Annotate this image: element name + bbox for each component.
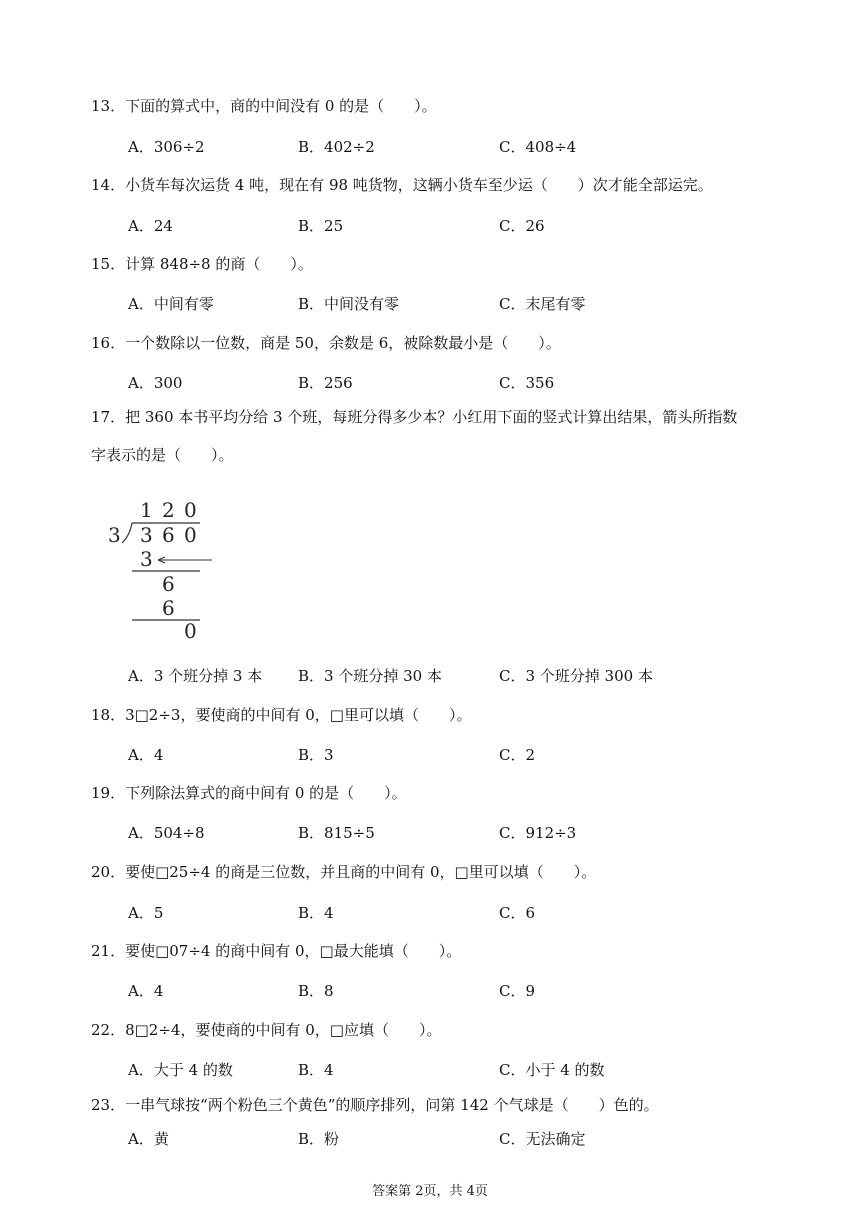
step-product: 3 — [140, 547, 153, 571]
question-17-line-2: 字表示的是（ ）。 — [91, 446, 234, 464]
question-number: 20． — [91, 863, 126, 881]
option-a[interactable]: A．黄 — [128, 1130, 169, 1148]
option-c[interactable]: C．356 — [499, 374, 555, 392]
option-b[interactable]: B．8 — [298, 982, 334, 1000]
question-number: 21． — [91, 942, 126, 960]
option-b[interactable]: B．815÷5 — [298, 824, 375, 842]
question-text: 要使□07÷4 的商中间有 0，□最大能填（ ）。 — [125, 942, 462, 960]
final-remainder: 0 — [184, 619, 197, 643]
question-17 — [91, 406, 737, 427]
question-14 — [91, 174, 713, 195]
option-c[interactable]: C．6 — [499, 904, 536, 922]
option-c[interactable]: C．26 — [499, 217, 545, 235]
option-c[interactable]: C．912÷3 — [499, 824, 577, 842]
question-20 — [91, 861, 596, 882]
dividend-digit: 6 — [162, 523, 175, 547]
option-c[interactable]: C．408÷4 — [499, 138, 577, 156]
option-a[interactable]: A．4 — [128, 982, 164, 1000]
question-text: 一个数除以一位数，商是 50，余数是 6，被除数最小是（ ）。 — [125, 334, 561, 352]
option-c[interactable]: C．无法确定 — [499, 1130, 586, 1148]
option-a[interactable]: A．4 — [128, 746, 164, 764]
option-a[interactable]: A．中间有零 — [128, 295, 214, 313]
option-a[interactable]: A．504÷8 — [128, 824, 205, 842]
option-b[interactable]: B．4 — [298, 1061, 334, 1079]
quotient-digit: 2 — [162, 498, 175, 522]
question-16 — [91, 332, 561, 353]
question-text: 下列除法算式的商中间有 0 的是（ ）。 — [125, 784, 407, 802]
division-bracket — [122, 523, 132, 543]
step-remainder: 6 — [162, 572, 175, 596]
option-b[interactable]: B．3 个班分掉 30 本 — [298, 667, 442, 685]
question-number: 15． — [91, 255, 126, 273]
option-b[interactable]: B．中间没有零 — [298, 295, 400, 313]
dividend-digit: 3 — [140, 523, 153, 547]
question-number: 13． — [91, 97, 126, 115]
question-13 — [91, 95, 437, 116]
question-text: 计算 848÷8 的商（ ）。 — [125, 255, 313, 273]
option-b[interactable]: B．粉 — [298, 1130, 340, 1148]
option-a[interactable]: A．24 — [128, 217, 173, 235]
question-number: 16． — [91, 334, 126, 352]
question-number: 23． — [91, 1096, 126, 1114]
question-19 — [91, 782, 407, 803]
question-text: 一串气球按“两个粉色三个黄色”的顺序排列，问第 142 个气球是（ ）色的。 — [125, 1096, 659, 1114]
question-number: 19． — [91, 784, 126, 802]
question-18 — [91, 704, 471, 725]
dividend-digit: 0 — [184, 523, 197, 547]
question-text: 3□2÷3，要使商的中间有 0，□里可以填（ ）。 — [125, 706, 472, 724]
question-number: 17． — [91, 408, 126, 426]
question-text: 小货车每次运货 4 吨，现在有 98 吨货物，这辆小货车至少运（ ）次才能全部运完。 — [125, 176, 713, 194]
option-a[interactable]: A．大于 4 的数 — [128, 1061, 233, 1079]
quotient-digit: 1 — [140, 498, 153, 522]
option-b[interactable]: B．402÷2 — [298, 138, 375, 156]
divisor: 3 — [108, 523, 121, 547]
option-b[interactable]: B．3 — [298, 746, 334, 764]
question-number: 22． — [91, 1021, 126, 1039]
option-c[interactable]: C．2 — [499, 746, 536, 764]
question-23 — [91, 1094, 659, 1115]
question-number: 14． — [91, 176, 126, 194]
question-text: 8□2÷4，要使商的中间有 0，□应填（ ）。 — [125, 1021, 442, 1039]
question-text: 要使□25÷4 的商是三位数，并且商的中间有 0，□里可以填（ ）。 — [125, 863, 597, 881]
option-a[interactable]: A．5 — [128, 904, 164, 922]
question-number: 18． — [91, 706, 126, 724]
option-c[interactable]: C．末尾有零 — [499, 295, 586, 313]
option-b[interactable]: B．25 — [298, 217, 344, 235]
step-product: 6 — [162, 596, 175, 620]
long-division-diagram — [100, 495, 230, 645]
question-15 — [91, 253, 313, 274]
option-c[interactable]: C．9 — [499, 982, 536, 1000]
question-text: 下面的算式中，商的中间没有 0 的是（ ）。 — [125, 97, 437, 115]
option-b[interactable]: B．256 — [298, 374, 353, 392]
question-text: 把 360 本书平均分给 3 个班，每班分得多少本？小红用下面的竖式计算出结果，箭头所指数 — [125, 408, 738, 426]
option-a[interactable]: A．306÷2 — [128, 138, 205, 156]
question-21 — [91, 940, 461, 961]
quotient-digit: 0 — [184, 498, 197, 522]
option-c[interactable]: C．3 个班分掉 300 本 — [499, 667, 653, 685]
page-footer: 答案第 2页，共 4页 — [372, 1184, 488, 1199]
option-c[interactable]: C．小于 4 的数 — [499, 1061, 605, 1079]
option-b[interactable]: B．4 — [298, 904, 334, 922]
option-a[interactable]: A．3 个班分掉 3 本 — [128, 667, 263, 685]
option-a[interactable]: A．300 — [128, 374, 183, 392]
question-22 — [91, 1019, 441, 1040]
